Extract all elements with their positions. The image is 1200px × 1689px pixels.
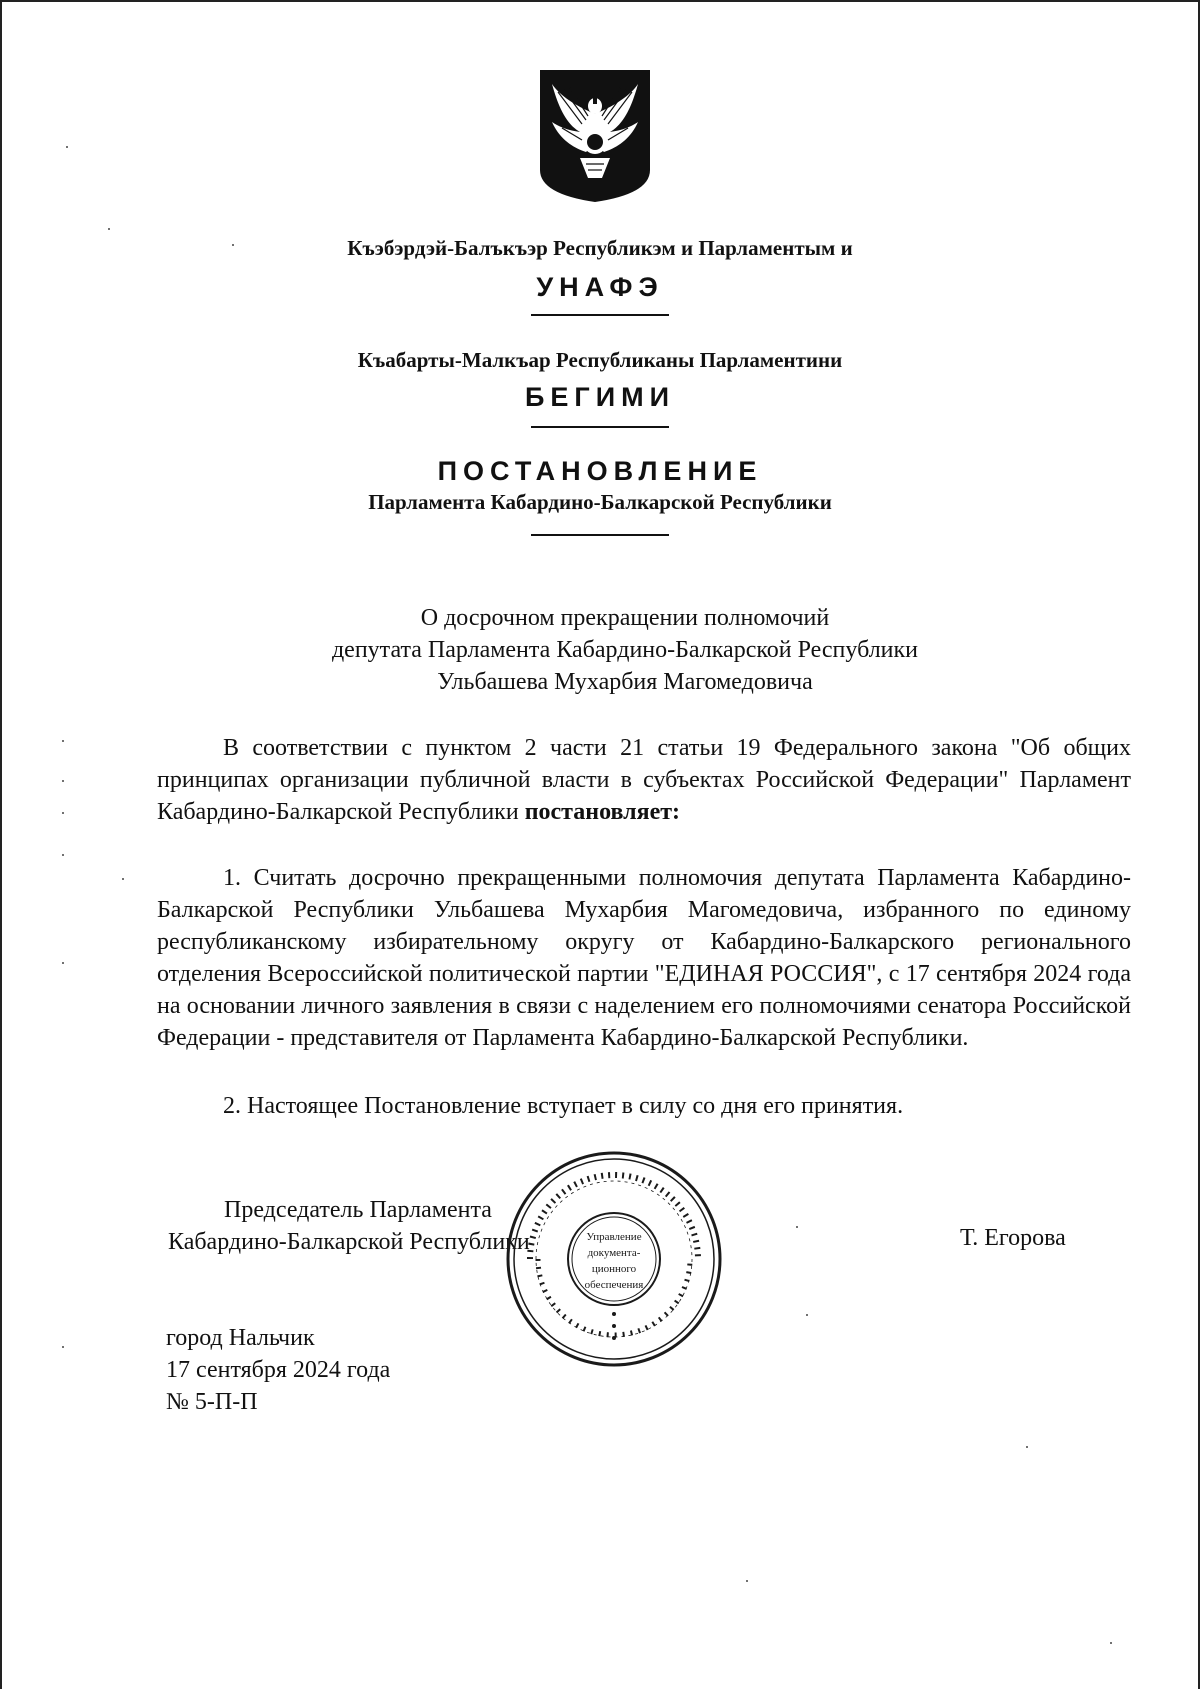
stamp-center-text: Управление — [586, 1231, 642, 1243]
document-title-line: О досрочном прекращении полномочий — [420, 605, 830, 631]
header-russian-word: ПОСТАНОВЛЕНИЕ — [437, 456, 763, 486]
scan-speck — [1110, 1642, 1112, 1644]
resolution-item-1: 1. Считать досрочно прекращенными полномочия депутата Парламента Кабардино-Балкарской Республики Ульбашева Мухарбия Магомедовича, избранного по единому республиканскому избирательному округу от Кабардино-Балкарского регионального отделения Всероссийской политической партии "ЕДИНАЯ РОССИЯ", с 17 сентября 2024 года на основании личного заявления в связи с наделением его полномочиями сенатора Российской Федерации - представителя от Парламента Кабардино-Балкарской Республики. — [157, 865, 1131, 1051]
header-divider — [531, 534, 669, 536]
page-border-top — [0, 0, 1200, 2]
scan-speck — [232, 244, 234, 246]
signature-position-line: Председатель Парламента — [224, 1197, 492, 1223]
scan-speck — [62, 1346, 64, 1348]
scan-speck — [62, 780, 64, 782]
signature-position-line: Кабардино-Балкарской Республики — [168, 1229, 530, 1255]
coat-of-arms-emblem — [536, 66, 654, 204]
scan-speck — [1026, 1446, 1028, 1448]
header-kabardian-word: УНАФЭ — [536, 272, 664, 302]
header-divider — [531, 314, 669, 316]
stamp-center-text: ционного — [591, 1263, 637, 1275]
scan-speck — [122, 878, 124, 880]
stamp-center-text: документа- — [587, 1247, 641, 1259]
signatory-name: Т. Егорова — [960, 1225, 1066, 1251]
header-balkar-word: БЕГИМИ — [524, 382, 676, 412]
scan-speck — [66, 146, 68, 148]
preamble-verb: постановляет: — [524, 799, 681, 825]
stamp-center-text: обеспечения — [584, 1279, 644, 1291]
scan-speck — [746, 1580, 748, 1582]
resolution-item-2: 2. Настоящее Постановление вступает в силу со дня его принятия. — [223, 1093, 904, 1119]
scan-speck — [62, 812, 64, 814]
preamble-paragraph — [157, 732, 1131, 828]
footer-city: город Нальчик — [166, 1325, 315, 1351]
scan-speck — [62, 740, 64, 742]
preamble-text: В соответствии с пунктом 2 части 21 статьи 19 Федерального закона "Об общих принципах организации публичной власти в субъектах Российской Федерации" Парламент Кабардино-Балкарской Республики — [157, 735, 1131, 825]
document-title-line: депутата Парламента Кабардино-Балкарской Республики — [331, 637, 919, 663]
header-balkar-line: Къабарты-Малкъар Республиканы Парламентини — [357, 348, 843, 372]
document-title-line: Ульбашева Мухарбия Магомедовича — [437, 669, 813, 695]
scan-speck — [62, 962, 64, 964]
header-kabardian-line: Къэбэрдэй-Балъкъэр Республикэм и Парламентым и — [347, 236, 853, 260]
footer-date: 17 сентября 2024 года — [166, 1357, 391, 1383]
header-divider — [531, 426, 669, 428]
scan-speck — [796, 1226, 798, 1228]
scan-speck — [806, 1314, 808, 1316]
scan-speck — [62, 854, 64, 856]
official-seal-stamp — [500, 1148, 728, 1370]
footer-number: № 5-П-П — [166, 1389, 258, 1415]
header-russian-line: Парламента Кабардино-Балкарской Республики — [368, 490, 832, 514]
scan-speck — [108, 228, 110, 230]
